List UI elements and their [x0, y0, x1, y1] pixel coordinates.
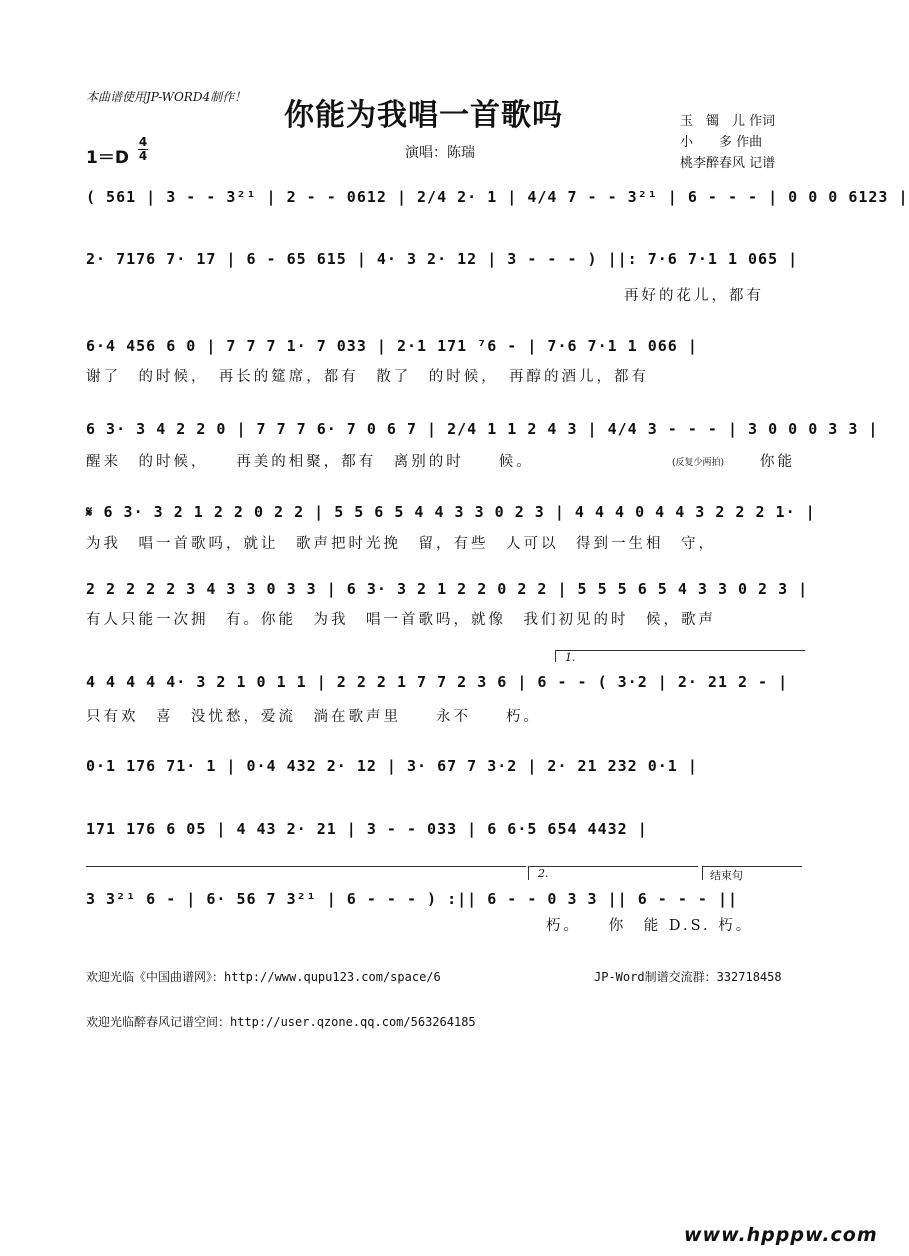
- footer-group-info: JP-Word制谱交流群：332718458: [594, 970, 782, 984]
- key-signature: 1＝D: [86, 148, 129, 168]
- lyric-line-6: 只有欢 喜 没忧愁，爱流 淌在歌声里 永不 朽。: [86, 709, 541, 725]
- repeat-note: (反复少两拍): [672, 458, 725, 468]
- first-ending-label: 1.: [565, 651, 576, 664]
- second-ending-label: 2.: [538, 867, 549, 880]
- score-row-4: 6 3· 3 4 2 2 0 | 7 7 7 6· 7 0 6 7 | 2/4 1 1 2 4 3 | 4/4 3 - - - | 3 0 0 0 3 3 |: [86, 420, 879, 438]
- time-signature: [138, 136, 148, 163]
- transcriber-credit: 桃李醉春风 记谱: [680, 156, 776, 171]
- song-title: 你能为我唱一首歌吗: [284, 98, 563, 133]
- coda-label: 结束句: [710, 869, 743, 882]
- lyricist-credit: 玉 镯 儿 作词: [680, 114, 776, 129]
- score-row-7: 4 4 4 4 4· 3 2 1 0 1 1 | 2 2 2 1 7 7 2 3 6 | 6 - - ( 3·2 | 2· 21 2 - |: [86, 673, 789, 691]
- coda-bracket-side: [702, 866, 703, 880]
- lyric-line-3: 醒来 的时候， 再美的相聚，都有 离别的时 候。: [86, 454, 534, 470]
- second-ending-bracket-side: [528, 866, 529, 880]
- score-row-5: 𝄋 6 3· 3 2 1 2 2 0 2 2 | 5 5 6 5 4 4 3 3 0 2 3 | 4 4 4 0 4 4 3 2 2 2 1· |: [86, 503, 816, 521]
- footer-space-link[interactable]: 欢迎光临醉春风记谱空间：http://user.qzone.qq.com/563264185: [86, 1015, 476, 1029]
- repeat-span-line: [86, 866, 526, 867]
- composer-credit: 小 多 作曲: [680, 135, 763, 150]
- score-row-10: 3 3²¹ 6 - | 6· 56 7 3²¹ | 6 - - - ) :|| 6 - - 0 3 3 || 6 - - - ||: [86, 890, 738, 908]
- software-note: 本曲谱使用JP-WORD4制作！: [86, 90, 247, 104]
- score-row-6: 2 2 2 2 2 3 4 3 3 0 3 3 | 6 3· 3 2 1 2 2 0 2 2 | 5 5 5 6 5 4 3 3 0 2 3 |: [86, 580, 809, 598]
- lyric-line-7: 朽。 你 能 D.S. 朽。: [546, 918, 754, 934]
- score-row-3: 6·4 456 6 0 | 7 7 7 1· 7 033 | 2·1 171 ⁷6 - | 7·6 7·1 1 066 |: [86, 337, 698, 355]
- first-ending-bracket: [555, 650, 805, 651]
- singer: 演唱：陈瑞: [405, 145, 475, 161]
- time-sig-bottom: 4: [138, 149, 148, 163]
- second-ending-bracket: [528, 866, 698, 867]
- repeat-tail-lyric: 你能: [760, 454, 795, 470]
- score-row-1: ( 561 | 3 - - 3²¹ | 2 - - 0612 | 2/4 2· 1 | 4/4 7 - - 3²¹ | 6 - - - | 0 0 0 6123 |: [86, 188, 909, 206]
- score-row-8: 0·1 176 71· 1 | 0·4 432 2· 12 | 3· 67 7 3·2 | 2· 21 232 0·1 |: [86, 757, 698, 775]
- lyric-line-4: 为我 唱一首歌吗，就让 歌声把时光挽 留，有些 人可以 得到一生相 守，: [86, 536, 716, 552]
- first-ending-bracket-side: [555, 650, 556, 662]
- lyric-line-1: 再好的花儿，都有: [624, 288, 764, 304]
- footer-site-link[interactable]: 欢迎光临《中国曲谱网》：http://www.qupu123.com/space/6: [86, 970, 441, 984]
- score-row-2: 2· 7176 7· 17 | 6 - 65 615 | 4· 3 2· 12 | 3 - - - ) ||: 7·6 7·1 1 065 |: [86, 250, 799, 268]
- time-sig-top: 4: [138, 135, 148, 149]
- lyric-line-2: 谢了 的时候， 再长的筵席，都有 散了 的时候， 再醇的酒儿，都有: [86, 369, 649, 385]
- score-row-9: 171 176 6 05 | 4 43 2· 21 | 3 - - 033 | 6 6·5 654 4432 |: [86, 820, 648, 838]
- lyric-line-5: 有人只能一次拥 有。你能 为我 唱一首歌吗，就像 我们初见的时 候，歌声: [86, 612, 716, 628]
- watermark: www.hpppw.com: [684, 1224, 878, 1246]
